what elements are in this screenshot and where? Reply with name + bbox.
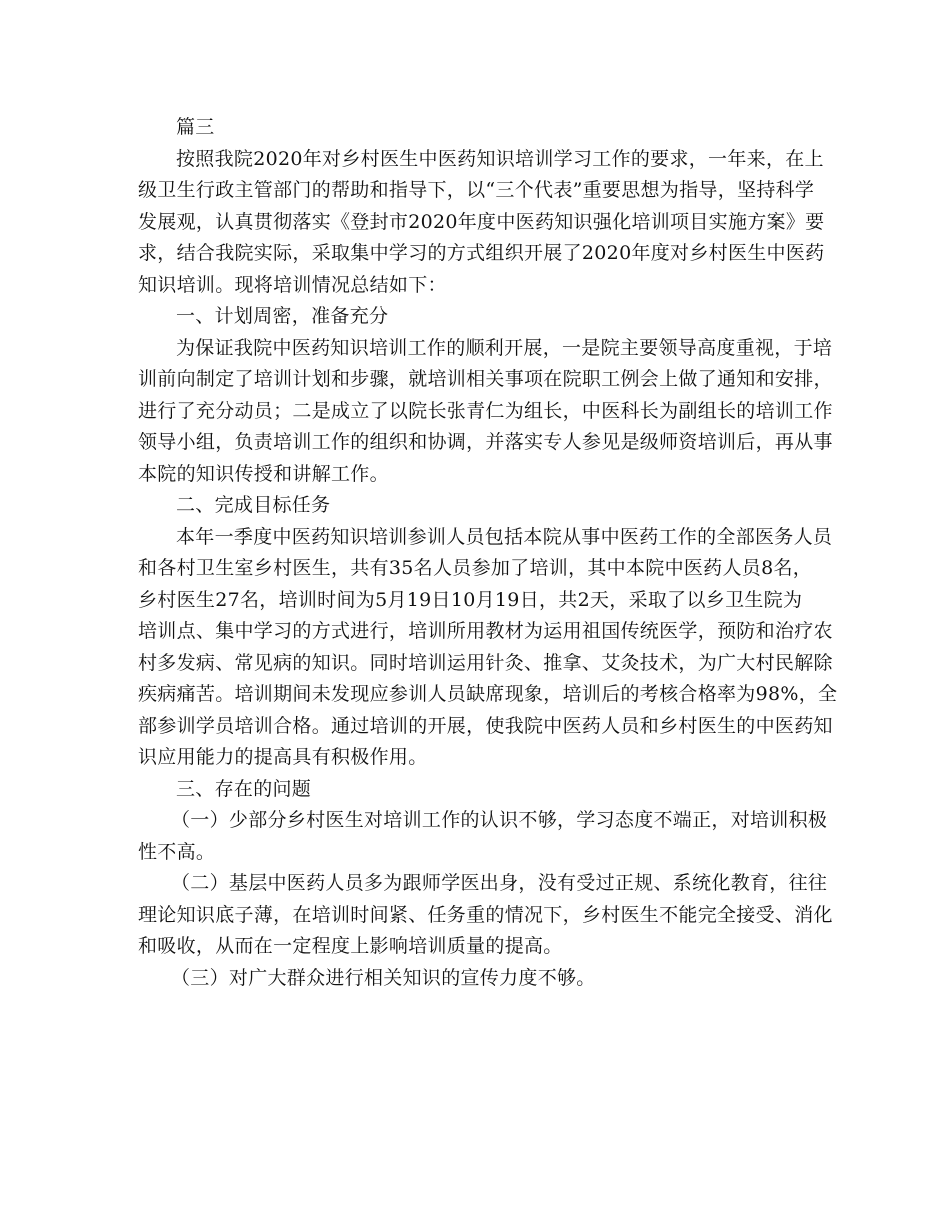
paragraph-line: （一）少部分乡村医生对培训工作的认识不够，学习态度不端正，对培训积极 xyxy=(171,809,828,831)
document-page xyxy=(138,112,838,994)
paragraph-line: 本院的知识传授和讲解工作。 xyxy=(138,462,389,485)
paragraph-line: （二）基层中医药人员多为跟师学医出身，没有受过正规、系统化教育，往往 xyxy=(171,872,828,894)
paragraph-line: 和各村卫生室乡村医生，共有35名人员参加了培训，其中本院中医药人员8名， xyxy=(138,557,813,579)
issue-paragraph xyxy=(138,868,833,963)
tasks-paragraph xyxy=(138,522,838,774)
paragraph-line: 按照我院2020年对乡村医生中医药知识培训学习工作的要求，一年来，在上 xyxy=(176,147,824,170)
plan-paragraph xyxy=(138,333,833,491)
paragraph-line: 乡村医生27名，培训时间为5月19日10月19日，共2天，采取了以乡卫生院为 xyxy=(138,588,803,611)
paragraph-line: （三）对广大群众进行相关知识的宣传力度不够。 xyxy=(171,966,596,989)
paragraph-line: 村多发病、常见病的知识。同时培训运用针灸、推拿、艾灸技术，为广大村民解除 xyxy=(138,651,833,674)
paragraph-line: 性不高。 xyxy=(138,840,216,863)
paragraph-line: 求，结合我院实际，采取集中学习的方式组织开展了2020年度对乡村医生中医药 xyxy=(138,242,825,264)
section-heading: 二、完成目标任务 xyxy=(176,494,331,516)
paragraph-line: 领导小组，负责培训工作的组织和协调，并落实专人参见是级师资培训后，再从事 xyxy=(138,431,833,453)
issue-paragraph xyxy=(138,805,828,868)
paragraph-line: 进行了充分动员；二是成立了以院长张青仁为组长，中医科长为副组长的培训工作 xyxy=(138,399,833,422)
section-heading: 一、计划周密，准备充分 xyxy=(176,305,389,327)
paragraph-line: 疾病痛苦。培训期间未发现应参训人员缺席现象，培训后的考核合格率为98%，全 xyxy=(138,683,838,705)
paragraph-line: 本年一季度中医药知识培训参训人员包括本院从事中医药工作的全部医务人员 xyxy=(176,525,833,548)
paragraph-line: 级卫生行政主管部门的帮助和指导下，以“三个代表”重要思想为指导，坚持科学 xyxy=(138,179,815,201)
issue-paragraph xyxy=(138,963,812,995)
paragraph-line: 识应用能力的提高具有积极作用。 xyxy=(138,746,428,768)
paragraph-line: 理论知识底子薄，在培训时间紧、任务重的情况下，乡村医生不能完全接受、消化 xyxy=(138,903,833,926)
paragraph-line: 知识培训。现将培训情况总结如下： xyxy=(138,273,447,296)
paragraph-line: 训前向制定了培训计划和步骤，就培训相关事项在院职工例会上做了通知和安排， xyxy=(138,368,833,390)
section-heading: 三、存在的问题 xyxy=(176,777,312,800)
paragraph-line: 发展观，认真贯彻落实《登封市2020年度中医药知识强化培训项目实施方案》要 xyxy=(138,210,825,233)
paragraph-line: 部参训学员培训合格。通过培训的开展，使我院中医药人员和乡村医生的中医药知 xyxy=(138,714,833,737)
paragraph-line: 为保证我院中医药知识培训工作的顺利开展，一是院主要领导高度重视，于培 xyxy=(176,336,833,359)
section-label: 篇三 xyxy=(176,116,215,138)
paragraph-line: 和吸收，从而在一定程度上影响培训质量的提高。 xyxy=(138,935,563,957)
intro-paragraph xyxy=(138,144,825,302)
paragraph-line: 培训点、集中学习的方式进行，培训所用教材为运用祖国传统医学，预防和治疗农 xyxy=(138,620,833,642)
